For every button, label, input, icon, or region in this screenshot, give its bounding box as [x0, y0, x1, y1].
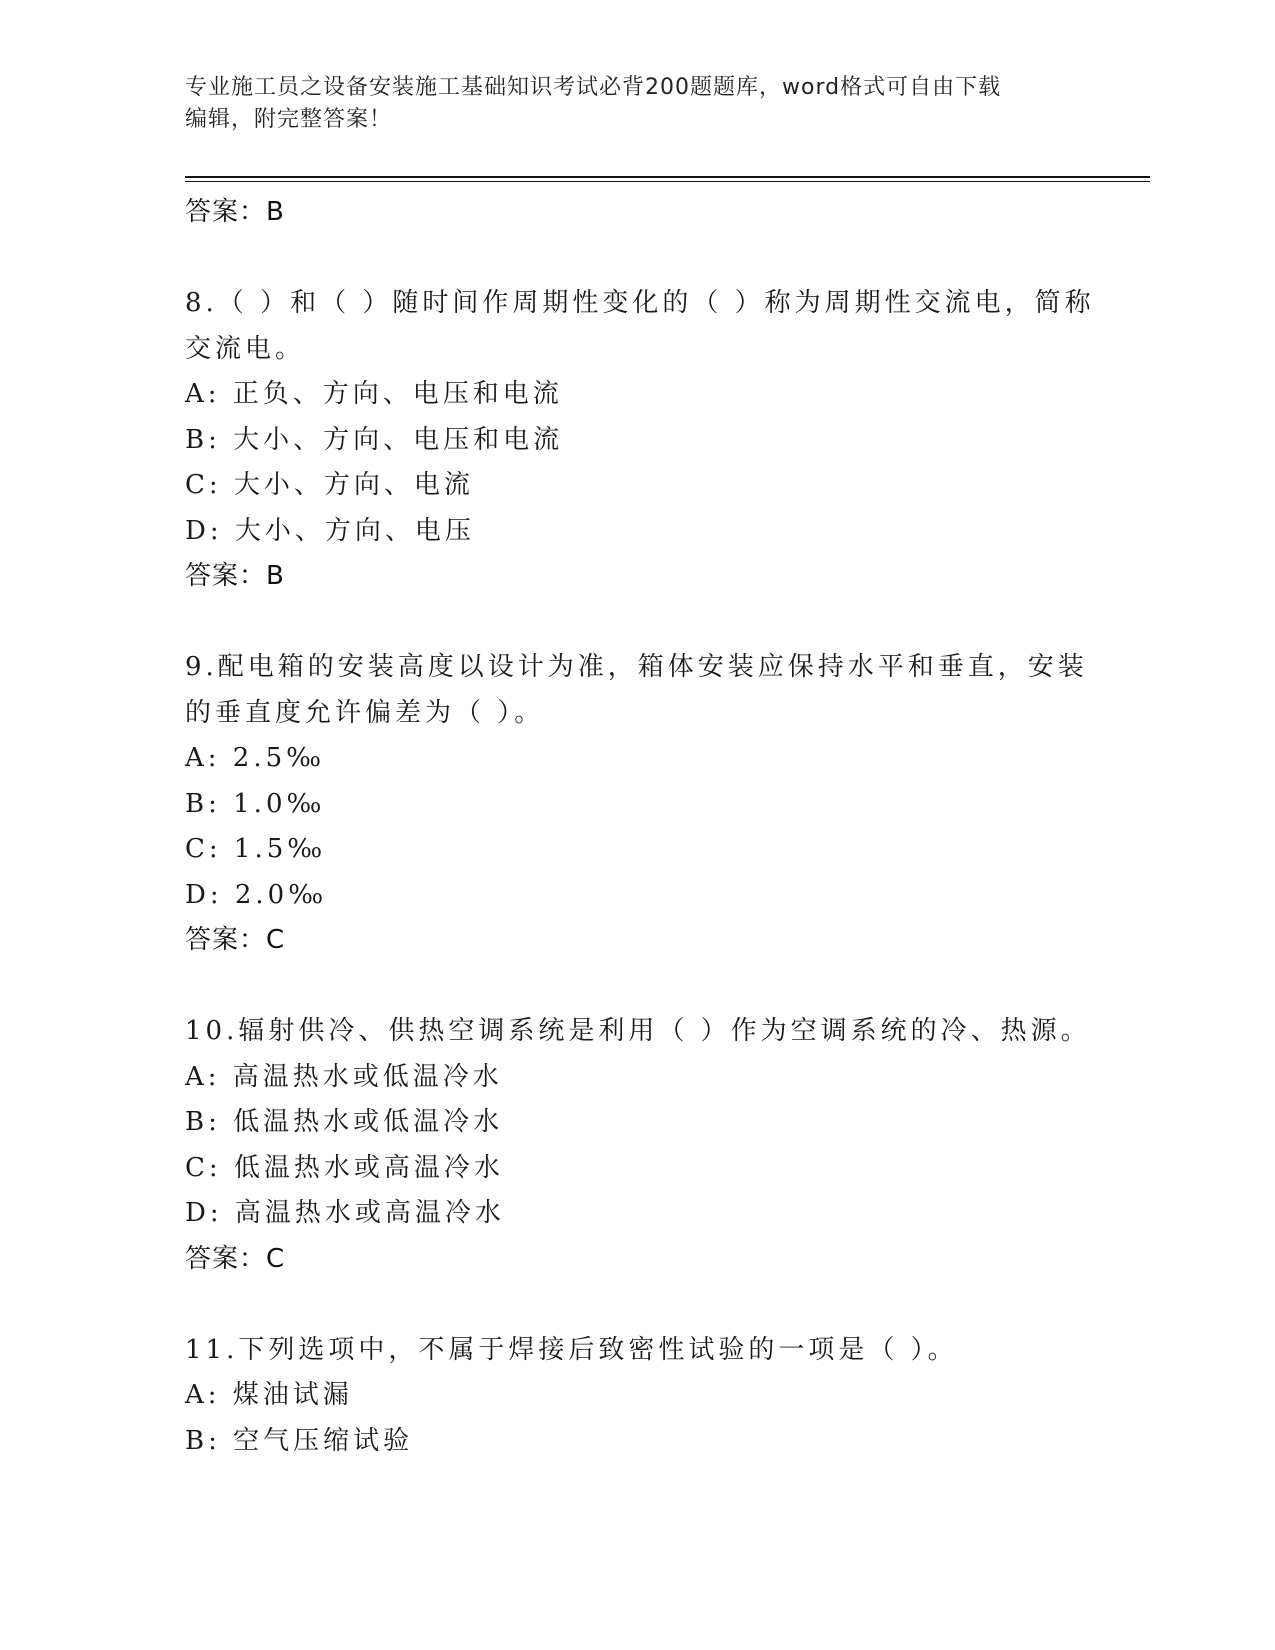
spacer — [185, 236, 1085, 282]
option-c: C: 大小、方向、电流 — [185, 470, 474, 500]
answer: 答案：C — [185, 925, 286, 955]
question-stem: 11.下列选项中，不属于焊接后致密性试验的一项是（ ）。 — [185, 1334, 958, 1365]
option-d: D: 高温热水或高温冷水 — [185, 1198, 505, 1228]
document-header — [185, 72, 1065, 136]
header-divider-thin — [185, 181, 1150, 182]
option-d: D: 大小、方向、电压 — [185, 515, 475, 546]
option-a: A: 高温热水或低温冷水 — [185, 1061, 503, 1092]
header-title-line-1: 专业施工员之设备安装施工基础知识考试必背200题题库，word格式可自由下载 — [185, 75, 1002, 100]
document-body — [185, 190, 1095, 1464]
question-10 — [185, 1009, 1091, 1282]
answer: 答案：C — [185, 1243, 286, 1274]
question-stem: 9.配电箱的安装高度以设计为准，箱体安装应保持水平和垂直，安装 — [185, 652, 1088, 682]
spacer — [185, 1282, 1085, 1328]
option-a: A: 2.5‰ — [185, 743, 326, 773]
answer: 答案：B — [185, 561, 285, 591]
option-c: C: 1.5‰ — [185, 834, 327, 864]
option-c: C: 低温热水或高温冷水 — [185, 1152, 504, 1183]
answer-previous: 答案：B — [185, 197, 285, 227]
question-stem-continued: 交流电。 — [185, 333, 306, 364]
spacer — [185, 600, 1085, 646]
question-9 — [185, 645, 1088, 964]
option-b: B: 1.0‰ — [185, 788, 326, 819]
option-b: B: 空气压缩试验 — [185, 1425, 414, 1456]
question-stem: 8.（ ）和（ ）随时间作周期性变化的（ ）称为周期性交流电，简称 — [185, 288, 1095, 318]
header-title-line-2: 编辑，附完整答案！ — [185, 107, 393, 132]
question-stem: 10.辐射供冷、供热空调系统是利用（ ）作为空调系统的冷、热源。 — [185, 1016, 1091, 1046]
option-a: A: 煤油试漏 — [185, 1380, 353, 1410]
question-stem-continued: 的垂直度允许偏差为（ ）。 — [185, 697, 545, 728]
option-b: B: 低温热水或低温冷水 — [185, 1107, 504, 1137]
question-8 — [185, 281, 1095, 600]
option-d: D: 2.0‰ — [185, 879, 328, 910]
spacer — [185, 964, 1085, 1010]
option-a: A: 正负、方向、电压和电流 — [185, 379, 563, 409]
question-11 — [185, 1328, 1085, 1465]
header-divider-thick — [185, 176, 1150, 178]
option-b: B: 大小、方向、电压和电流 — [185, 424, 564, 455]
